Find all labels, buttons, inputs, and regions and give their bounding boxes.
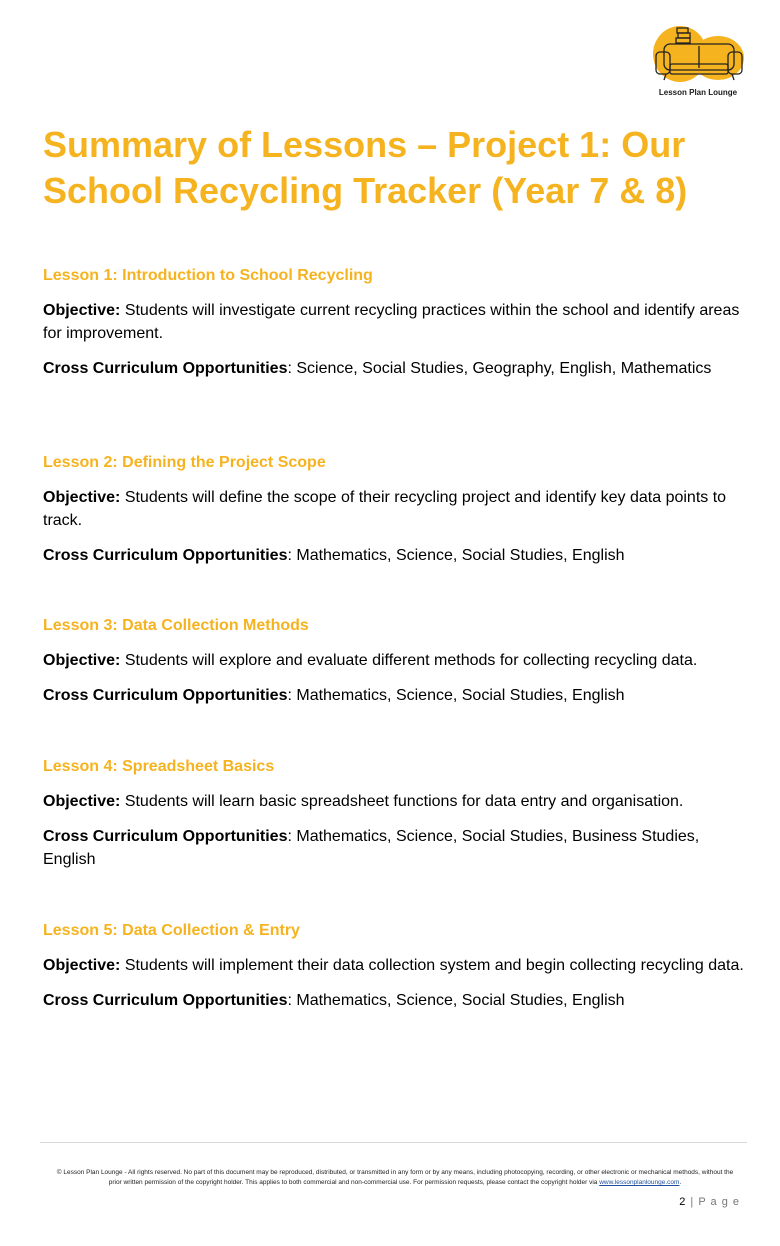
cross-label: Cross Curriculum Opportunities <box>43 360 288 377</box>
objective-text: Students will explore and evaluate different methods for collecting recycling data. <box>124 652 698 669</box>
lesson-section <box>43 920 748 1024</box>
objective-label: Objective: <box>43 489 121 506</box>
logo <box>648 24 748 102</box>
sofa-icon <box>648 24 748 90</box>
lesson-title: Lesson 4: Spreadsheet Basics <box>43 758 275 775</box>
lesson-section <box>43 452 748 579</box>
page-title: Summary of Lessons – Project 1: Our School Recycling Tracker (Year 7 & 8) <box>43 124 688 211</box>
lesson-title: Lesson 5: Data Collection & Entry <box>43 922 300 939</box>
lesson-section <box>43 265 748 392</box>
copyright-text: © Lesson Plan Lounge - All rights reserved. No part of this document may be reproduced, distributed, or transmitted in any form or by any means, including photocopying, recording, or other electronic or mechanical methods, without the prior written permission of the copyright holder. This applies to both commercial and non-commercial use. For permission requests, please contact the copyright holder via <box>56 1169 734 1186</box>
lesson-cross-curriculum <box>43 825 748 871</box>
page-number <box>660 1196 740 1208</box>
lesson-cross-curriculum <box>43 544 748 567</box>
lesson-objective <box>43 954 748 977</box>
cross-label: Cross Curriculum Opportunities <box>43 687 288 704</box>
lesson-section <box>43 756 748 883</box>
cross-text: : Mathematics, Science, Social Studies, English <box>287 547 625 564</box>
cross-text: : Mathematics, Science, Social Studies, Business Studies, English <box>43 828 700 868</box>
page-number-value: 2 <box>679 1196 687 1208</box>
link-suffix: . <box>679 1179 682 1186</box>
objective-label: Objective: <box>43 302 121 319</box>
cross-text: : Science, Social Studies, Geography, English, Mathematics <box>287 360 712 377</box>
objective-text: Students will learn basic spreadsheet functions for data entry and organisation. <box>124 793 684 810</box>
website-link[interactable]: www.lessonplanlounge.com <box>599 1179 680 1186</box>
cross-label: Cross Curriculum Opportunities <box>43 828 288 845</box>
footer-copyright <box>50 1168 740 1188</box>
cross-text: : Mathematics, Science, Social Studies, English <box>287 687 625 704</box>
lesson-cross-curriculum <box>43 357 748 380</box>
lesson-title: Lesson 1: Introduction to School Recycling <box>43 267 373 284</box>
lesson-objective <box>43 299 748 345</box>
page-label: P a g e <box>698 1196 740 1208</box>
lesson-title: Lesson 2: Defining the Project Scope <box>43 454 326 471</box>
lesson-objective <box>43 649 748 672</box>
footer-divider <box>40 1142 747 1143</box>
objective-label: Objective: <box>43 652 121 669</box>
logo-text: Lesson Plan Lounge <box>658 88 738 97</box>
cross-text: : Mathematics, Science, Social Studies, English <box>287 992 625 1009</box>
lesson-objective <box>43 486 748 532</box>
objective-text: Students will investigate current recycling practices within the school and identify areas for improvement. <box>43 302 740 342</box>
lesson-cross-curriculum <box>43 989 748 1012</box>
objective-text: Students will implement their data collection system and begin collecting recycling data. <box>124 957 744 974</box>
objective-text: Students will define the scope of their recycling project and identify key data points to track. <box>43 489 727 529</box>
cross-label: Cross Curriculum Opportunities <box>43 992 288 1009</box>
page-separator: | <box>686 1196 699 1208</box>
lesson-title: Lesson 3: Data Collection Methods <box>43 617 309 634</box>
objective-label: Objective: <box>43 793 121 810</box>
cross-label: Cross Curriculum Opportunities <box>43 547 288 564</box>
lesson-section <box>43 615 748 719</box>
objective-label: Objective: <box>43 957 121 974</box>
lesson-cross-curriculum <box>43 684 748 707</box>
lesson-objective <box>43 790 748 813</box>
